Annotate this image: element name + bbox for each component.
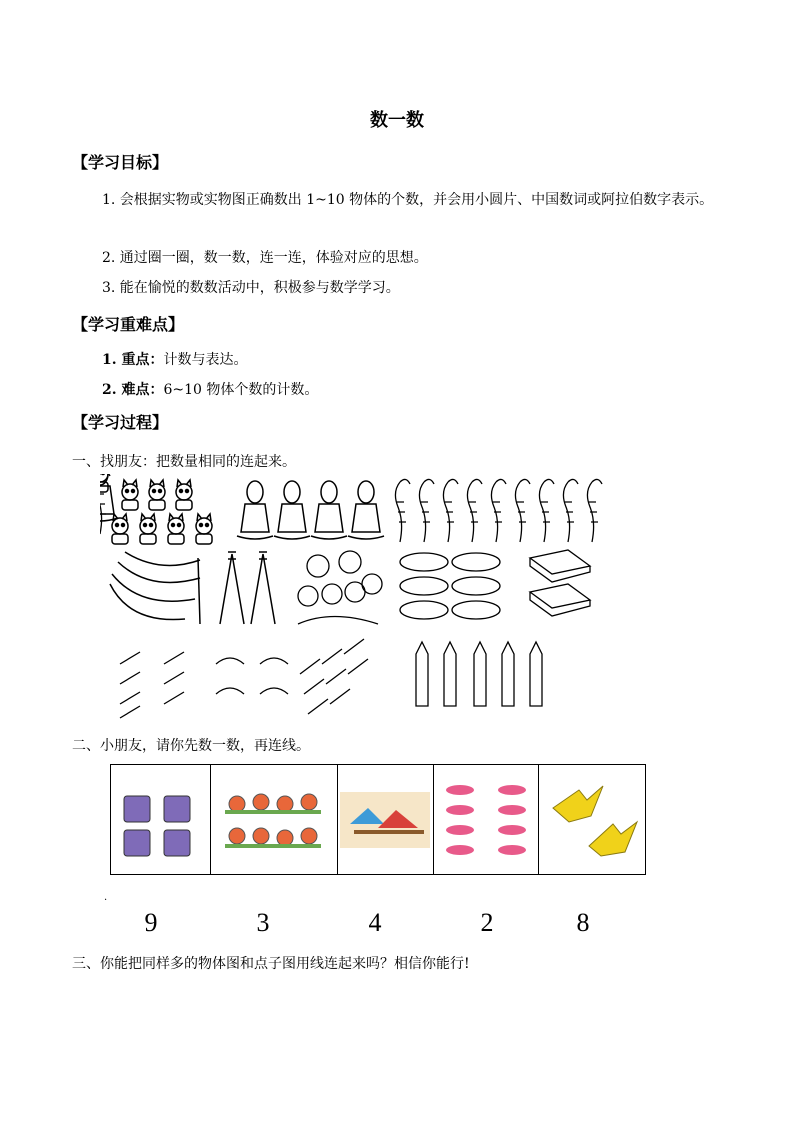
section-process-heading: 【学习过程】 [72,413,169,432]
books-group [530,550,590,616]
matching-pictures [100,474,620,724]
number-2: 2 [480,908,494,937]
number-8: 8 [576,908,590,937]
snails-icon [211,764,337,874]
monks-group [100,474,384,539]
number-3: 3 [256,908,270,937]
page-title: 数一数 [370,110,424,131]
birds-icon [539,764,645,874]
section-key-heading: 【学习重难点】 [72,315,185,334]
goal-1: 1. 会根据实物或实物图正确数出 1~10 物体的个数，并会用小圆片、中国数词或阿拉伯数字表示。 [102,192,714,208]
bananas-group [110,552,200,624]
shrimp-group [100,474,602,542]
people-group [298,551,382,624]
goal-2: 2. 通过圈一圈，数一数，连一连，体验对应的思想。 [102,250,428,266]
plates-group [400,553,500,619]
cups-icon [110,764,210,874]
section-goals-heading: 【学习目标】 [72,153,169,172]
question-2: 二、小朋友，请你先数一数，再连线。 [72,738,310,754]
key-point-1-text: 计数与表达。 [163,352,248,368]
cell-cups [110,764,211,874]
cell-birds [539,764,646,874]
fish-icon [434,764,538,874]
compasses-group [220,552,275,624]
key-point-2 [72,376,732,404]
horses-icon [338,764,433,874]
birds-group [216,658,288,694]
goal-3: 3. 能在愉悦的数数活动中，积极参与数学学习。 [102,280,400,296]
dot-mark: . [104,892,108,903]
carrots-group [120,652,184,718]
number-9: 9 [144,908,158,937]
key-point-1 [72,346,732,374]
question-1: 一、找朋友：把数量相同的连起来。 [72,454,296,470]
key-point-1-label: 1. 重点： [102,352,164,368]
cell-horses [338,764,434,874]
number-4: 4 [368,908,382,937]
cell-snails [211,764,338,874]
question-3: 三、你能把同样多的物体图和点子图用线连起来吗？相信你能行! [72,956,470,972]
key-point-2-text: 6~10 物体个数的计数。 [163,382,319,398]
cell-fish [434,764,539,874]
cats-group [100,474,212,544]
key-point-2-label: 2. 难点： [102,382,164,398]
fish-group [300,639,368,714]
pencils-group [416,642,542,706]
